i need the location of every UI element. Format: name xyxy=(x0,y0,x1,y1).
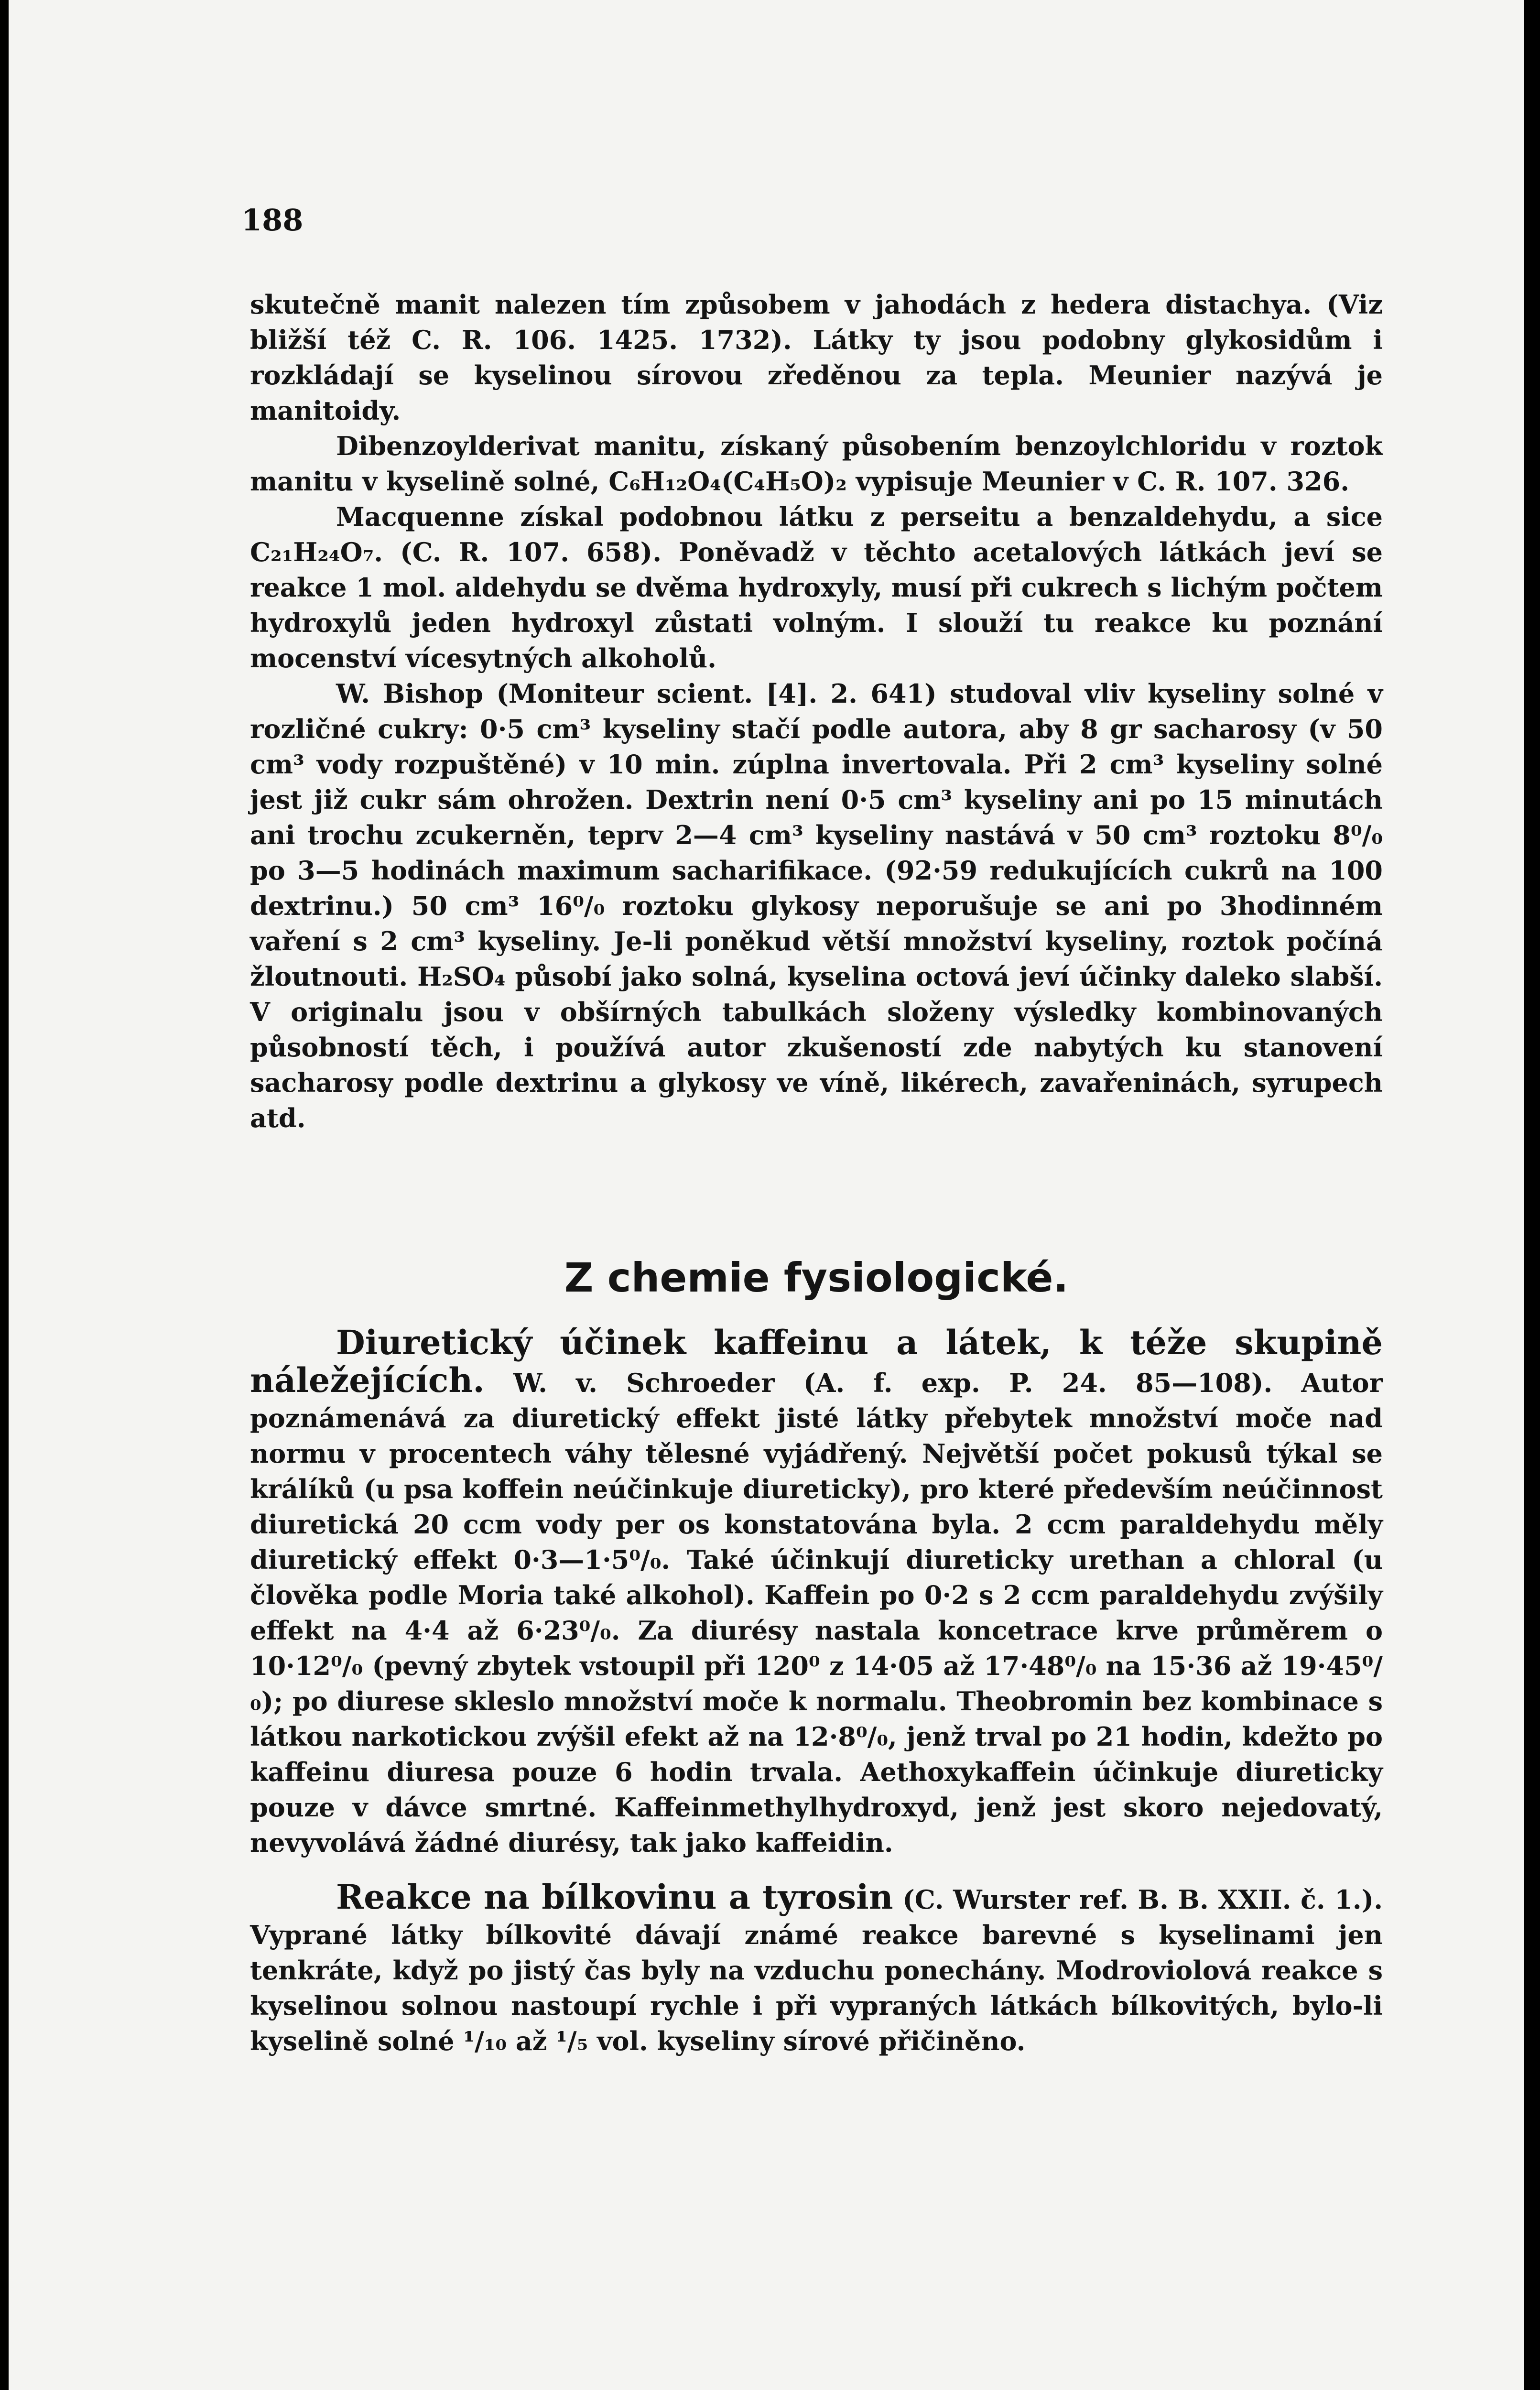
paragraph-dibenzoylderivat: Dibenzoylderivat manitu, získaný působením benzoylchloridu v roztok manitu v kyselině solné, C₆H₁₂O₄(C₄H₅O)₂ vypisuje Meunier v C. R. 107. 326. xyxy=(250,431,1383,497)
article-title-diureticky: Diuretický účinek kaffeinu a látek, k téže skupině náležejících. xyxy=(250,1323,1383,1400)
article-body-reakce: (C. Wurster ref. B. B. XXII. č. 1.). Vyprané látky bílkovité dávají známé reakce barevné s kyselinami jen tenkráte, když po jistý čas byly na vzduchu ponechány. Modroviolová reakce s kyselinou solnou nastoupí rychle i při vypraných látkách bílkovitých, bylo-li kyselině solné ¹/₁₀ až ¹/₅ vol. kyseliny sírové přičiněno. xyxy=(250,1884,1383,2056)
section-heading: Z chemie fysiologické. xyxy=(564,1254,1069,1301)
paragraph-manitoidy: skutečně manit nalezen tím způsobem v jahodách z hedera distachya. (Viz bližší též C. R. 106. 1425. 1732). Látky ty jsou podobny glykosidům i rozkládají se kyselinou sírovou zředěnou za tepla. Meunier nazývá je manitoidy. xyxy=(250,289,1383,426)
paragraph-reakce xyxy=(250,1879,1383,2059)
article-title-reakce: Reakce na bílkovinu a tyrosin xyxy=(336,1877,893,1917)
body-text xyxy=(250,287,1383,2059)
paragraph-diureticky xyxy=(250,1325,1383,1860)
book-page xyxy=(9,0,1524,2390)
paragraph-bishop: W. Bishop (Moniteur scient. [4]. 2. 641) studoval vliv kyseliny solné v rozličné cukry: 0·5 cm³ kyseliny stačí podle autora, aby 8 gr sacharosy (v 50 cm³ vody rozpuštěné) v 10 min. zúplna invertovala. Při 2 cm³ kyseliny solné jest již cukr sám ohrožen. Dextrin není 0·5 cm³ kyseliny ani po 15 minutách ani trochu zcukerněn, teprv 2—4 cm³ kyseliny nastává v 50 cm³ roztoku 8⁰/₀ po 3—5 hodinách maximum sacharifikace. (92·59 redukujících cukrů na 100 dextrinu.) 50 cm³ 16⁰/₀ roztoku glykosy neporušuje se ani po 3hodinném vaření s 2 cm³ kyseliny. Je-li poněkud větší množství kyseliny, roztok počíná žloutnouti. H₂SO₄ působí jako solná, kyselina octová jeví účinky daleko slabší. V originalu jsou v obšírných tabulkách složeny výsledky kombinovaných působností těch, i používá autor zkušeností zde nabytých ku stanovení sacharosy podle dextrinu a glykosy ve víně, likérech, zavařeninách, syrupech atd. xyxy=(250,678,1383,1133)
paragraph-macquenne: Macquenne získal podobnou látku z perseitu a benzaldehydu, a sice C₂₁H₂₄O₇. (C. R. 107. 658). Poněvadž v těchto acetalových látkách jeví se reakce 1 mol. aldehydu se dvěma hydroxyly, musí při cukrech s lichým počtem hydroxylů jeden hydroxyl zůstati volným. I slouží tu reakce ku poznání mocenství vícesytných alkoholů. xyxy=(250,501,1383,674)
page-number: 188 xyxy=(241,203,304,238)
article-body-diureticky: W. v. Schroeder (A. f. exp. P. 24. 85—108). Autor poznámenává za diuretický effekt jisté látky přebytek množství moče nad normu v procentech váhy tělesné vyjádřený. Největší počet pokusů týkal se králíků (u psa koffein neúčinkuje diureticky), pro které především neúčinnost diuretická 20 ccm vody per os konstatována byla. 2 ccm paraldehydu měly diuretický effekt 0·3—1·5⁰/₀. Také účinkují diureticky urethan a chloral (u člověka podle Moria také alkohol). Kaffein po 0·2 s 2 ccm paraldehydu zvýšily effekt na 4·4 až 6·23⁰/₀. Za diurésy nastala koncetrace krve průměrem o 10·12⁰/₀ (pevný zbytek vstoupil při 120⁰ z 14·05 až 17·48⁰/₀ na 15·36 až 19·45⁰/₀); po diurese skleslo množství moče k normalu. Theobromin bez kombinace s látkou narkotickou zvýšil efekt až na 12·8⁰/₀, jenž trval po 21 hodin, kdežto po kaffeinu diuresa pouze 6 hodin trvala. Aethoxykaffein účinkuje diureticky pouze v dávce smrtné. Kaffeinmethylhydroxyd, jenž jest skoro nejedovatý, nevyvolává žádné diurésy, tak jako kaffeidin. xyxy=(250,1368,1383,1858)
